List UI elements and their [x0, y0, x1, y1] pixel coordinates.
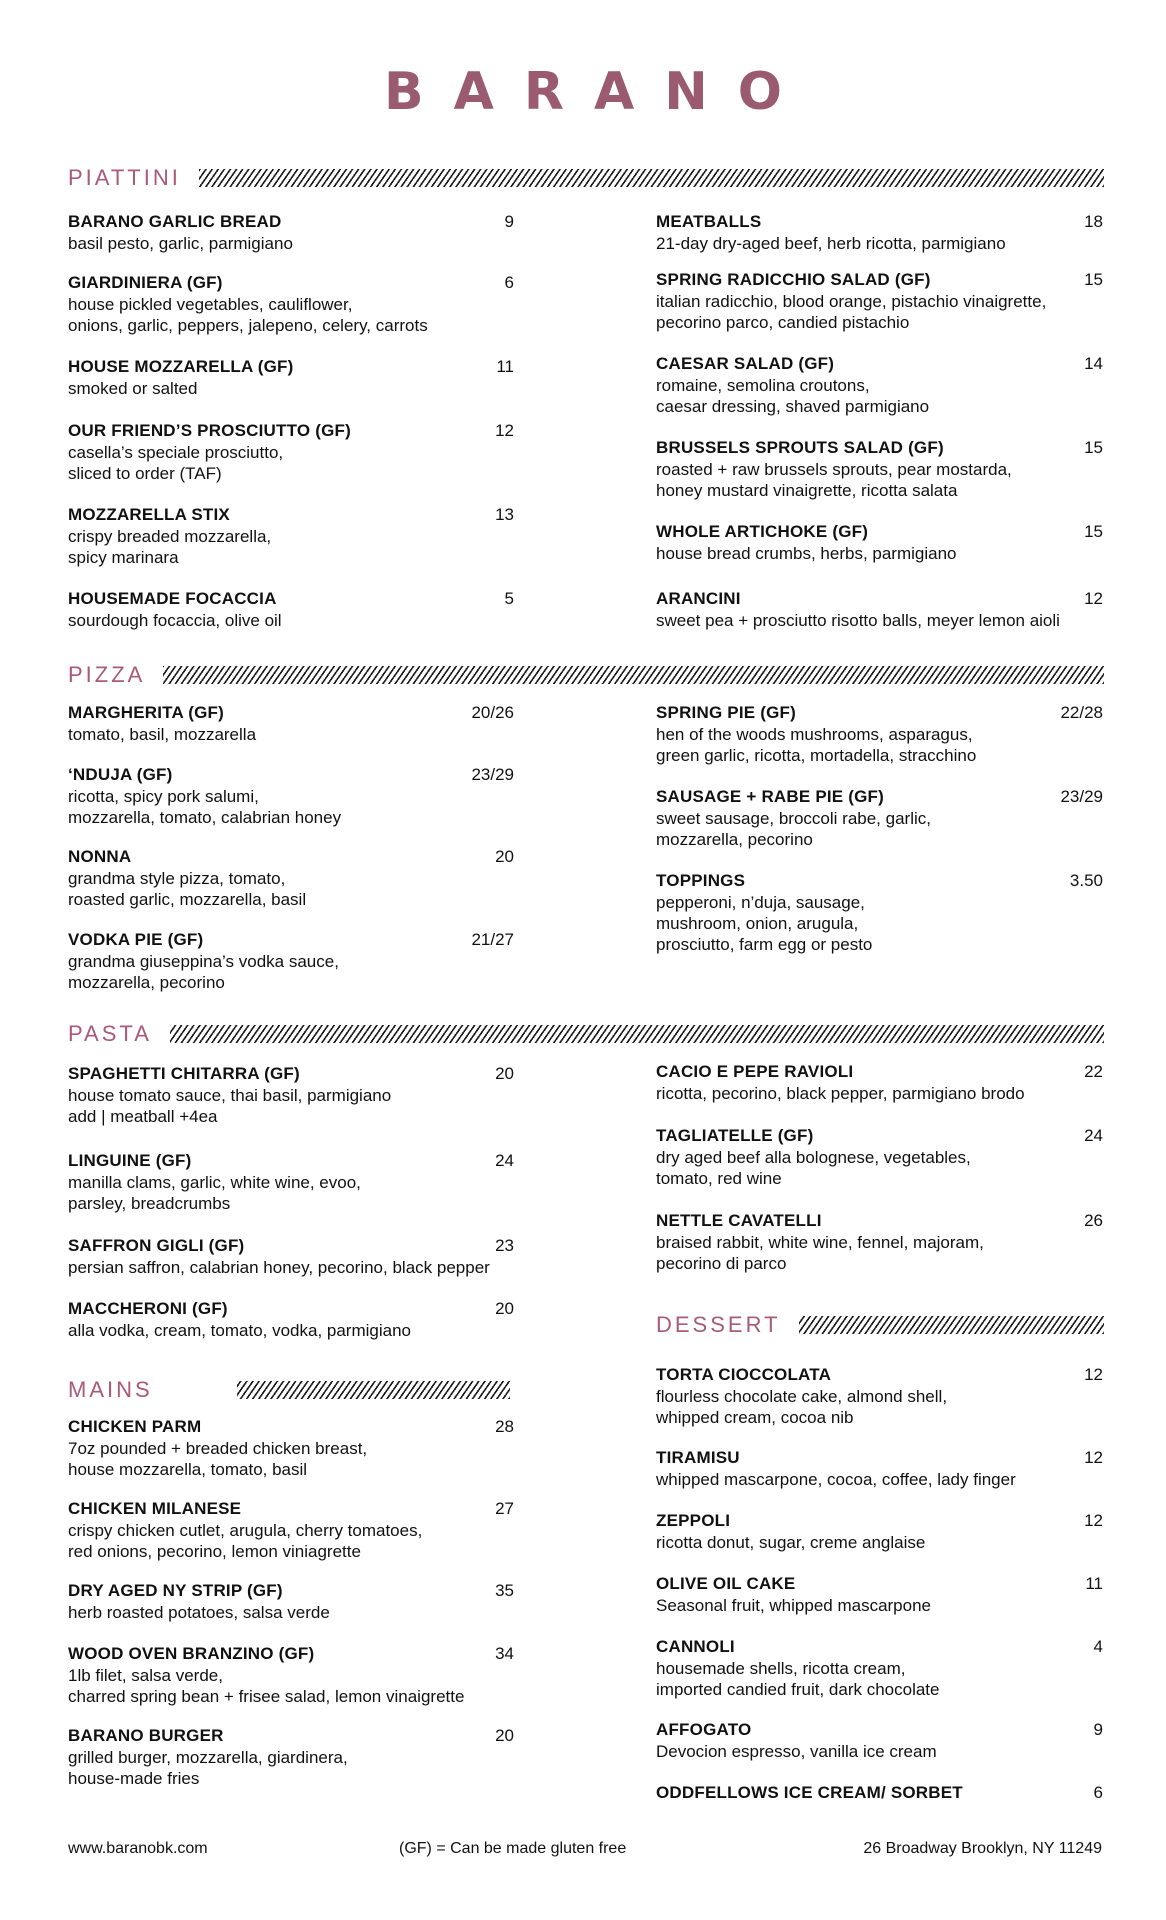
menu-item-row: [656, 1574, 1103, 1594]
menu-item-row: [68, 421, 514, 441]
menu-item: [656, 589, 1103, 631]
menu-item-name: BARANO BURGER: [68, 1726, 224, 1745]
menu-item: [656, 787, 1103, 850]
menu-item-row: [68, 1236, 514, 1256]
menu-item-price: 15: [1084, 522, 1103, 541]
menu-item-price: 24: [495, 1151, 514, 1170]
menu-item-row: [656, 1511, 1103, 1531]
menu-item-row: [68, 505, 514, 525]
menu-item-price: 18: [1084, 212, 1103, 231]
menu-item-row: [68, 1644, 514, 1664]
menu-item-name: BARANO GARLIC BREAD: [68, 212, 282, 231]
footer-address: 26 Broadway Brooklyn, NY 11249: [863, 1840, 1102, 1857]
menu-item-price: 20: [495, 1299, 514, 1318]
menu-item-price: 20: [495, 1726, 514, 1745]
menu-item: [656, 1062, 1103, 1104]
menu-item-description: Devocion espresso, vanilla ice cream: [656, 1742, 937, 1761]
section-title-piattini: PIATTINI: [68, 165, 181, 190]
menu-item-name: CHICKEN MILANESE: [68, 1499, 242, 1518]
menu-item-row: [656, 1720, 1103, 1740]
menu-item-row: [68, 1064, 514, 1084]
menu-item-name: ARANCINI: [656, 589, 741, 608]
menu-item: [68, 847, 514, 910]
menu-item-name: CAESAR SALAD (GF): [656, 354, 835, 373]
menu-item-row: [656, 1211, 1103, 1231]
menu-item-row: [656, 1637, 1103, 1657]
menu-item-row: [656, 703, 1103, 723]
menu-item-price: 20/26: [471, 703, 514, 722]
menu-item-row: [656, 354, 1103, 374]
brand-logo: BARANO: [384, 62, 812, 122]
menu-item-price: 23/29: [1060, 787, 1103, 806]
menu-item-name: CHICKEN PARM: [68, 1417, 202, 1436]
hatch-divider: [237, 1381, 510, 1399]
menu-item-price: 9: [1093, 1720, 1103, 1739]
menu-item: [68, 212, 514, 254]
menu-item-description: tomato, basil, mozzarella: [68, 725, 257, 744]
menu-item-price: 27: [495, 1499, 514, 1518]
menu-item-price: 20: [495, 1064, 514, 1083]
menu-item: [68, 1581, 514, 1623]
section-title-pizza: PIZZA: [68, 662, 146, 687]
menu-item-price: 12: [1084, 1511, 1103, 1530]
menu-item-name: BRUSSELS SPROUTS SALAD (GF): [656, 438, 944, 457]
menu-item-name: TAGLIATELLE (GF): [656, 1126, 814, 1145]
section-title-mains: MAINS: [68, 1377, 153, 1402]
menu-item: [656, 703, 1103, 766]
menu-item-name: TOPPINGS: [656, 871, 746, 890]
menu-item: [656, 212, 1103, 254]
menu-item-price: 22/28: [1060, 703, 1103, 722]
menu-item-description: manilla clams, garlic, white wine, evoo, parsley, breadcrumbs: [68, 1173, 361, 1213]
menu-item-row: [68, 212, 514, 232]
menu-item-description: 21-day dry-aged beef, herb ricotta, parmigiano: [656, 234, 1006, 253]
menu-item-row: [68, 273, 514, 293]
menu-item-row: [68, 1499, 514, 1519]
menu-item-row: [656, 1062, 1103, 1082]
menu-item-price: 12: [1084, 589, 1103, 608]
menu-item: [68, 1644, 514, 1707]
menu-item: [656, 1511, 1103, 1553]
menu-item-description: house tomato sauce, thai basil, parmigiano add | meatball +4ea: [68, 1086, 392, 1126]
menu-item-description: alla vodka, cream, tomato, vodka, parmigiano: [68, 1321, 412, 1340]
menu-item-description: crispy breaded mozzarella, spicy marinara: [68, 527, 272, 567]
menu-item: [656, 1720, 1103, 1762]
menu-item-name: SPRING PIE (GF): [656, 703, 796, 722]
menu-item-row: [68, 1581, 514, 1601]
menu-item: [68, 765, 514, 828]
menu-item-price: 12: [1084, 1448, 1103, 1467]
menu-item-row: [656, 1365, 1103, 1385]
menu-item-row: [68, 703, 514, 723]
menu-item-name: HOUSE MOZZARELLA (GF): [68, 357, 294, 376]
hatch-divider: [163, 666, 1104, 684]
menu-item-price: 4: [1093, 1637, 1103, 1656]
menu-item-row: [656, 589, 1103, 609]
menu-item-name: SPAGHETTI CHITARRA (GF): [68, 1064, 300, 1083]
menu-item-row: [68, 765, 514, 785]
section-title-pasta: PASTA: [68, 1021, 152, 1046]
section-header-pizza: [68, 662, 1104, 688]
menu-item-description: ricotta donut, sugar, creme anglaise: [656, 1533, 926, 1552]
menu-item-description: Seasonal fruit, whipped mascarpone: [656, 1596, 931, 1615]
menu-item-name: CANNOLI: [656, 1637, 735, 1656]
menu-item-description: casella’s speciale prosciutto, sliced to order (TAF): [68, 443, 284, 483]
hatch-divider: [170, 1025, 1104, 1043]
menu-item-price: 34: [495, 1644, 514, 1663]
menu-item: [68, 1236, 514, 1278]
menu-item: [68, 703, 514, 745]
menu-item-name: TIRAMISU: [656, 1448, 740, 1467]
menu-item: [68, 421, 514, 484]
menu-item-price: 21/27: [471, 930, 514, 949]
menu-item-name: SPRING RADICCHIO SALAD (GF): [656, 270, 931, 289]
menu-item-description: hen of the woods mushrooms, asparagus, green garlic, ricotta, mortadella, stracchino: [656, 725, 977, 765]
menu-item-price: 22: [1084, 1062, 1103, 1081]
menu-item-row: [68, 847, 514, 867]
menu-item-row: [68, 1726, 514, 1746]
menu-item-price: 20: [495, 847, 514, 866]
menu-item-description: sweet sausage, broccoli rabe, garlic, mozzarella, pecorino: [656, 809, 931, 849]
menu-item: [68, 1299, 514, 1341]
menu-item-name: LINGUINE (GF): [68, 1151, 192, 1170]
menu-item-name: OLIVE OIL CAKE: [656, 1574, 796, 1593]
menu-item: [656, 1637, 1103, 1700]
menu-item-price: 6: [504, 273, 514, 292]
menu-item: [656, 871, 1103, 955]
menu-item-name: SAFFRON GIGLI (GF): [68, 1236, 245, 1255]
menu-item-price: 3.50: [1069, 871, 1103, 890]
hatch-divider: [199, 169, 1104, 187]
menu-item-description: herb roasted potatoes, salsa verde: [68, 1603, 330, 1622]
menu-item-price: 12: [495, 421, 514, 440]
menu-item-price: 15: [1084, 270, 1103, 289]
menu-item-row: [656, 438, 1103, 458]
menu-item-description: housemade shells, ricotta cream, imported candied fruit, dark chocolate: [656, 1659, 940, 1699]
menu-item-description: crispy chicken cutlet, arugula, cherry tomatoes, red onions, pecorino, lemon viniagrette: [68, 1521, 423, 1561]
menu-item-price: 5: [504, 589, 514, 608]
menu-item-description: ricotta, pecorino, black pepper, parmigiano brodo: [656, 1084, 1025, 1103]
menu-item: [656, 270, 1103, 333]
menu-item-description: whipped mascarpone, cocoa, coffee, lady finger: [656, 1470, 1016, 1489]
section-title-dessert: DESSERT: [656, 1312, 781, 1337]
menu-item-name: NETTLE CAVATELLI: [656, 1211, 822, 1230]
menu-item: [68, 1151, 514, 1214]
menu-item-price: 26: [1084, 1211, 1103, 1230]
section-header-pasta: [68, 1021, 1104, 1047]
menu-item-price: 35: [495, 1581, 514, 1600]
menu-item-description: grandma style pizza, tomato, roasted garlic, mozzarella, basil: [68, 869, 307, 909]
menu-item-name: CACIO E PEPE RAVIOLI: [656, 1062, 854, 1081]
menu-item: [656, 1211, 1103, 1274]
menu-item-row: [656, 1448, 1103, 1468]
menu-item-description: house bread crumbs, herbs, parmigiano: [656, 544, 957, 563]
menu-item: [68, 505, 514, 568]
menu-item: [656, 1574, 1103, 1616]
menu-item-row: [68, 1151, 514, 1171]
menu-item-name: NONNA: [68, 847, 132, 866]
menu-item-row: [68, 589, 514, 609]
menu-item-name: SAUSAGE + RABE PIE (GF): [656, 787, 884, 806]
menu-item-price: 15: [1084, 438, 1103, 457]
menu-item-name: AFFOGATO: [656, 1720, 752, 1739]
menu-item-description: sweet pea + prosciutto risotto balls, meyer lemon aioli: [656, 611, 1060, 630]
menu-item-description: grilled burger, mozzarella, giardinera, house-made fries: [68, 1748, 348, 1788]
menu-item-price: 13: [495, 505, 514, 524]
menu-item-description: basil pesto, garlic, parmigiano: [68, 234, 293, 253]
menu-item-row: [68, 1299, 514, 1319]
menu-item-price: 12: [1084, 1365, 1103, 1384]
menu-item-row: [656, 270, 1103, 290]
menu-item-price: 14: [1084, 354, 1103, 373]
menu-item-description: persian saffron, calabrian honey, pecorino, black pepper: [68, 1258, 490, 1277]
menu-item-row: [656, 212, 1103, 232]
menu-item-name: WOOD OVEN BRANZINO (GF): [68, 1644, 315, 1663]
menu-item-price: 23/29: [471, 765, 514, 784]
menu-item: [656, 354, 1103, 417]
menu-item: [656, 1783, 1103, 1803]
menu-item-description: sourdough focaccia, olive oil: [68, 611, 282, 630]
footer-gf-note: (GF) = Can be made gluten free: [399, 1840, 627, 1857]
menu-item-row: [656, 1783, 1103, 1803]
section-header-mains: [68, 1377, 510, 1403]
menu-item: [68, 273, 514, 336]
menu-item-row: [656, 522, 1103, 542]
menu-item-name: MACCHERONI (GF): [68, 1299, 228, 1318]
menu-item-price: 23: [495, 1236, 514, 1255]
menu-item-name: MEATBALLS: [656, 212, 762, 231]
menu-item-name: VODKA PIE (GF): [68, 930, 204, 949]
menu-item-name: TORTA CIOCCOLATA: [656, 1365, 832, 1384]
menu-item-description: 7oz pounded + breaded chicken breast, house mozzarella, tomato, basil: [68, 1439, 368, 1479]
menu-item-description: dry aged beef alla bolognese, vegetables, tomato, red wine: [656, 1148, 971, 1188]
menu-item: [68, 589, 514, 631]
menu-item-name: MOZZARELLA STIX: [68, 505, 230, 524]
menu-item: [656, 1365, 1103, 1428]
menu-item-row: [656, 871, 1103, 891]
menu-item-row: [68, 357, 514, 377]
menu-item-description: ricotta, spicy pork salumi, mozzarella, tomato, calabrian honey: [68, 787, 342, 827]
menu-item: [656, 438, 1103, 501]
menu-item-name: ODDFELLOWS ICE CREAM/ SORBET: [656, 1783, 963, 1802]
menu-item-price: 6: [1093, 1783, 1103, 1802]
menu-item-description: italian radicchio, blood orange, pistachio vinaigrette, pecorino parco, candied pistachio: [656, 292, 1047, 332]
menu-item: [68, 1064, 514, 1127]
menu-item-description: braised rabbit, white wine, fennel, majoram, pecorino di parco: [656, 1233, 984, 1273]
menu-item-description: house pickled vegetables, cauliflower, onions, garlic, peppers, jalepeno, celery, carrots: [68, 295, 428, 335]
section-header-piattini: [68, 165, 1104, 191]
menu-item-row: [656, 787, 1103, 807]
menu-item-description: pepperoni, n’duja, sausage, mushroom, onion, arugula, prosciutto, farm egg or pesto: [656, 893, 873, 954]
menu-item-price: 28: [495, 1417, 514, 1436]
menu-item-row: [656, 1126, 1103, 1146]
menu-item-price: 11: [496, 357, 514, 376]
menu-item-price: 11: [1085, 1574, 1103, 1593]
menu-item-name: HOUSEMADE FOCACCIA: [68, 589, 277, 608]
menu-item: [68, 357, 514, 399]
menu-item-price: 9: [504, 212, 514, 231]
hatch-divider: [799, 1316, 1104, 1334]
menu-item: [68, 1417, 514, 1480]
menu-item-row: [68, 1417, 514, 1437]
menu-item-name: ‘NDUJA (GF): [68, 765, 173, 784]
footer-website[interactable]: www.baranobk.com: [68, 1840, 208, 1857]
menu-item-name: WHOLE ARTICHOKE (GF): [656, 522, 869, 541]
menu-item-description: roasted + raw brussels sprouts, pear mostarda, honey mustard vinaigrette, ricotta salata: [656, 460, 1012, 500]
menu-item-name: DRY AGED NY STRIP (GF): [68, 1581, 283, 1600]
menu-item-description: 1lb filet, salsa verde, charred spring bean + frisee salad, lemon vinaigrette: [68, 1666, 465, 1706]
menu-item-description: romaine, semolina croutons, caesar dressing, shaved parmigiano: [656, 376, 930, 416]
menu-item-description: flourless chocolate cake, almond shell, whipped cream, cocoa nib: [656, 1387, 948, 1427]
menu-item: [656, 522, 1103, 564]
menu-item-name: GIARDINIERA (GF): [68, 273, 223, 292]
menu-item-name: OUR FRIEND’S PROSCIUTTO (GF): [68, 421, 351, 440]
menu-item-description: grandma giuseppina’s vodka sauce, mozzarella, pecorino: [68, 952, 339, 992]
menu-item: [68, 930, 514, 993]
menu-item-description: smoked or salted: [68, 379, 198, 398]
menu-item: [68, 1499, 514, 1562]
menu-item: [68, 1726, 514, 1789]
menu-item: [656, 1126, 1103, 1189]
menu-item-row: [68, 930, 514, 950]
menu-item-name: ZEPPOLI: [656, 1511, 731, 1530]
menu-item: [656, 1448, 1103, 1490]
menu-item-price: 24: [1084, 1126, 1103, 1145]
section-header-dessert: [656, 1312, 1104, 1338]
menu-item-name: MARGHERITA (GF): [68, 703, 224, 722]
